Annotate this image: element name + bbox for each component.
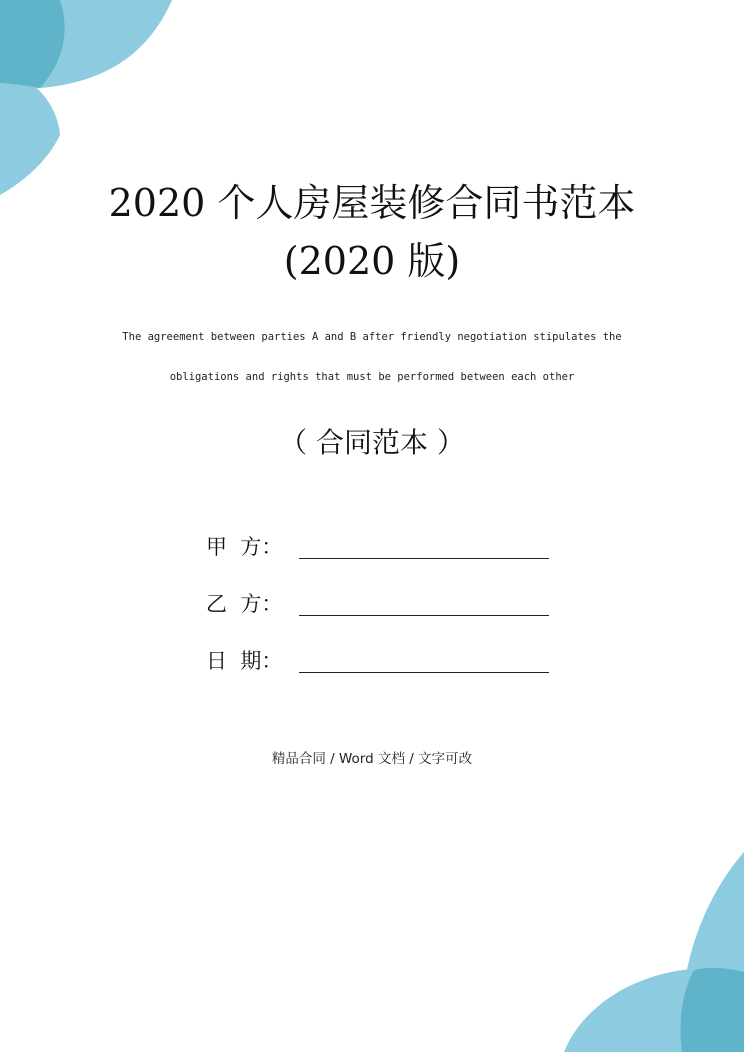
document-title-version: (2020 版) (283, 239, 461, 283)
date-label: 日 期： (206, 649, 283, 673)
party-b-blank-line (299, 615, 549, 616)
date-blank-line (299, 672, 549, 673)
document-type-label: （ 合同范本 ） (279, 426, 465, 459)
footer-note: 精品合同 / Word 文档 / 文字可改 (271, 751, 473, 767)
decor-shape-mid (0, 70, 60, 195)
party-b-row (206, 590, 551, 620)
english-subtitle-line-2: obligations and rights that must be performed between each other (169, 371, 575, 383)
decor-shape-dark (681, 968, 744, 1052)
corner-decoration-bottom-right (564, 852, 744, 1052)
corner-decoration-top-left (0, 0, 175, 200)
document-title: 2020 个人房屋装修合同书范本 (108, 181, 636, 225)
date-row (206, 647, 551, 677)
party-a-label: 甲 方： (206, 535, 283, 559)
english-subtitle-line-1: The agreement between parties A and B after friendly negotiation stipulates the (122, 331, 622, 343)
party-a-row (206, 533, 551, 563)
party-a-blank-line (299, 558, 549, 559)
party-b-label: 乙 方： (206, 592, 283, 616)
